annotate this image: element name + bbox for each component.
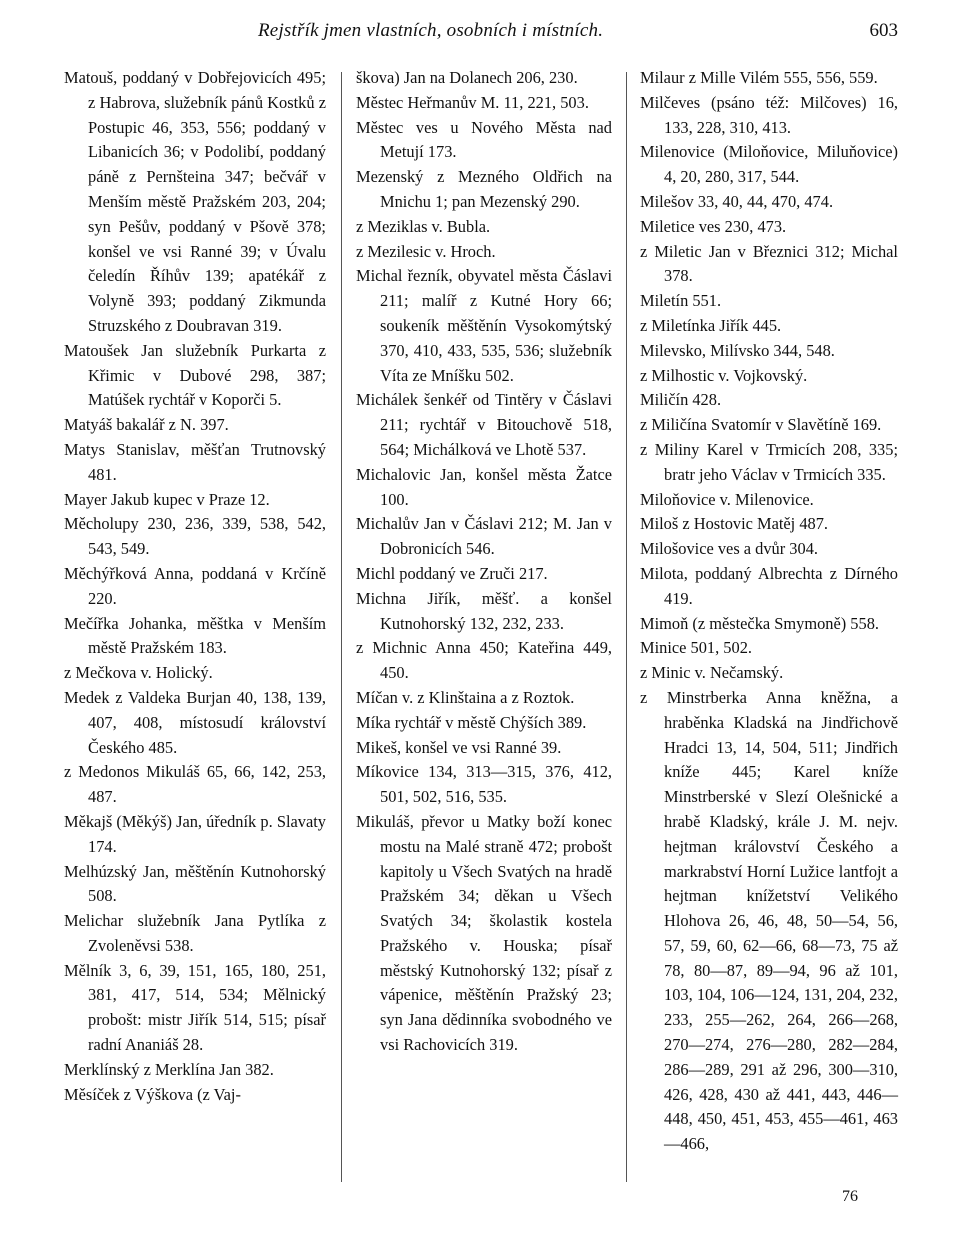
index-entry: Míčan v. z Klinštaina a z Roztok. <box>356 687 575 707</box>
index-entry: Miloňovice v. Milenovice. <box>640 489 814 509</box>
index-entry: škova) Jan na Dolanech 206, 230. <box>356 68 578 87</box>
index-entry: z Meziklas v. Bubla. <box>356 216 491 236</box>
index-entry: Michl poddaný ve Zruči 217. <box>356 563 548 583</box>
index-entry: Michálek šenkéř od Tintěry v Čáslavi 211; rychtář v Bitouchově 518, 564; Michálková ve Lhotě 537. <box>356 390 612 459</box>
index-entry: Matyáš bakalář z N. 397. <box>64 415 229 435</box>
index-entry: Miletice ves 230, 473. <box>640 216 787 236</box>
index-entry: z Michnic Anna 450; Kateřina 449, 450. <box>356 638 612 683</box>
index-entry: Michalův Jan v Čáslavi 212; M. Jan v Dobronicích 546. <box>356 514 612 559</box>
running-header <box>258 20 898 50</box>
printer-signature-mark: 76 <box>842 1188 858 1205</box>
index-entry: Miletín 551. <box>640 291 722 311</box>
index-entry: z Miletic Jan v Březnici 312; Michal 378. <box>640 241 898 286</box>
index-entry: Milenovice (Miloňovice, Miluňovice) 4, 20, 280, 317, 544. <box>640 142 898 187</box>
index-entry: z Milhostic v. Vojkovský. <box>640 365 808 385</box>
index-entry: Mělník 3, 6, 39, 151, 165, 180, 251, 381, 417, 514, 534; Mělnický probošt: mistr Jiřík 514, 515; písař radní Ananiáš 28. <box>64 960 326 1055</box>
index-entry: Matouš, poddaný v Dobřejovicích 495; z Habrova, služebník pánů Kostků z Postupic 46, 353, 556; poddaný v Libanicích 36; v Podolibí, poddaný páně z Pernšteina 347; bečvář v Menším městě Pražském 203, 204; syn Pešův, poddaný v Pšově 378; konšel ve vsi Ranné 39; v Úvalu čeledín Říhův 139; apatékář z Volyně 393; poddaný Zikmunda Struzského z Doubravan 319. <box>64 68 326 335</box>
index-entry: Milevsko, Milívsko 344, 548. <box>640 340 835 360</box>
index-entry: Měsíček z Výškova (z Vaj- <box>64 1084 241 1104</box>
index-entry: Merklínský z Merklína Jan 382. <box>64 1059 274 1079</box>
index-entry: z Miletínka Jiřík 445. <box>640 315 782 335</box>
index-entry: z Mezilesic v. Hroch. <box>356 241 496 261</box>
index-entry: Měcholupy 230, 236, 339, 538, 542, 543, 549. <box>64 514 326 559</box>
index-entry: Medek z Valdeka Burjan 40, 138, 139, 407, 408, místosudí království Českého 485. <box>64 687 326 757</box>
page-number: 603 <box>869 20 898 41</box>
index-entry: Matoušek Jan služebník Purkarta z Křimic v Dubové 298, 387; Matúšek rychtář v Koporči 5. <box>64 340 326 410</box>
column-divider-1 <box>341 72 342 1182</box>
index-entry: Milošovice ves a dvůr 304. <box>640 539 818 559</box>
index-entry: Michalovic Jan, konšel města Žatce 100. <box>356 464 612 509</box>
index-entry: Měchýřková Anna, poddaná v Krčíně 220. <box>64 563 326 608</box>
index-entry: Mimoň (z městečka Smymoně) 558. <box>640 613 879 633</box>
index-entry: Mezenský z Mezného Oldřich na Mnichu 1; pan Mezenský 290. <box>356 167 612 211</box>
index-entry: Milota, poddaný Albrechta z Dírného 419. <box>640 563 898 608</box>
index-entry: z Miličína Svatomír v Slavětíně 169. <box>640 415 882 435</box>
index-column-3 <box>640 66 898 1157</box>
running-header-title: Rejstřík jmen vlastních, osobních i místních. <box>258 20 604 41</box>
index-entry: Matys Stanislav, měšťan Trutnovský 481. <box>64 439 326 484</box>
index-entry: z Minstrberka Anna kněžna, a hraběnka Kladská na Jindřichově Hradci 13, 14, 504, 511; Jindřich kníže 445; Karel kníže Minstrberské v Slezí Olešnické a hrabě Kladský, krále J. M. nejv. hejtman království Českého a markrabství Horní Lužice lantfojt a hejtman knížetství Velikého Hlohova 26, 46, 48, 50—54, 56, 57, 59, 60, 62—66, 68—73, 75 až 78, 80—87, 89—94, 96 až 101, 103, 104, 106—124, 131, 204, 232, 233, 255—262, 264, 266—268, 270—274, 276—280, 282—284, 286—289, 291 až 296, 300—310, 426, 428, 430 až 441, 443, 446—448, 450, 451, 453, 455—461, 463—466, <box>640 687 898 1154</box>
index-entry: Měkajš (Měkýš) Jan, úředník p. Slavaty 174. <box>64 811 326 856</box>
index-column-1 <box>64 66 326 1107</box>
index-entry: z Miliny Karel v Trmicích 208, 335; bratr jeho Václav v Trmicích 335. <box>640 439 898 484</box>
index-entry: Městec ves u Nového Města nad Metují 173. <box>356 117 612 162</box>
index-column-2 <box>356 66 612 1058</box>
index-entry: Melichar služebník Jana Pytlíka z Zvoleněvsi 538. <box>64 911 326 955</box>
index-entry: Michna Jiřík, měšť. a konšel Kutnohorský 132, 232, 233. <box>356 588 612 633</box>
index-entry: Mikeš, konšel ve vsi Ranné 39. <box>356 737 562 757</box>
index-entry: Minice 501, 502. <box>640 638 752 658</box>
index-entry: Melhúzský Jan, měštěnín Kutnohorský 508. <box>64 861 326 906</box>
index-entry: Mečířka Johanka, měštka v Menším městě Pražském 183. <box>64 613 326 658</box>
index-entry: Míkovice 134, 313—315, 376, 412, 501, 502, 516, 535. <box>356 762 612 807</box>
index-entry: z Medonos Mikuláš 65, 66, 142, 253, 487. <box>64 762 326 807</box>
index-entry: Mikuláš, převor u Matky boží konec mostu na Malé straně 472; probošt kapitoly u Všech Svatých na hradě Pražském 34; děkan u Všech Svatých 34; školastik kostela Pražského v. Houska; písař městský Kutnohorský 132; písař z vápenice, měštěnín Pražský 23; syn Jana dědinníka svobodného ve vsi Rachovicích 319. <box>356 811 612 1055</box>
index-entry: Michal řezník, obyvatel města Čáslavi 211; malíř z Kutné Hory 66; soukeník měštěnín Vysokomýtský 370, 410, 433, 535, 536; služebník Víta ze Mníšku 502. <box>356 266 612 385</box>
index-entry: Mayer Jakub kupec v Praze 12. <box>64 489 270 509</box>
index-entry: Městec Heřmanův M. 11, 221, 503. <box>356 92 589 112</box>
index-entry: z Mečkova v. Holický. <box>64 663 213 683</box>
index-entry: z Minic v. Nečamský. <box>640 663 784 683</box>
index-entry: Miloš z Hostovic Matěj 487. <box>640 514 829 534</box>
index-entry: Miličín 428. <box>640 390 722 410</box>
index-entry: Milaur z Mille Vilém 555, 556, 559. <box>640 68 878 87</box>
index-entry: Milešov 33, 40, 44, 470, 474. <box>640 191 834 211</box>
column-divider-2 <box>626 72 627 1182</box>
index-entry: Míka rychtář v městě Chýších 389. <box>356 712 587 732</box>
index-entry: Milčeves (psáno též: Milčoves) 16, 133, 228, 310, 413. <box>640 92 898 137</box>
